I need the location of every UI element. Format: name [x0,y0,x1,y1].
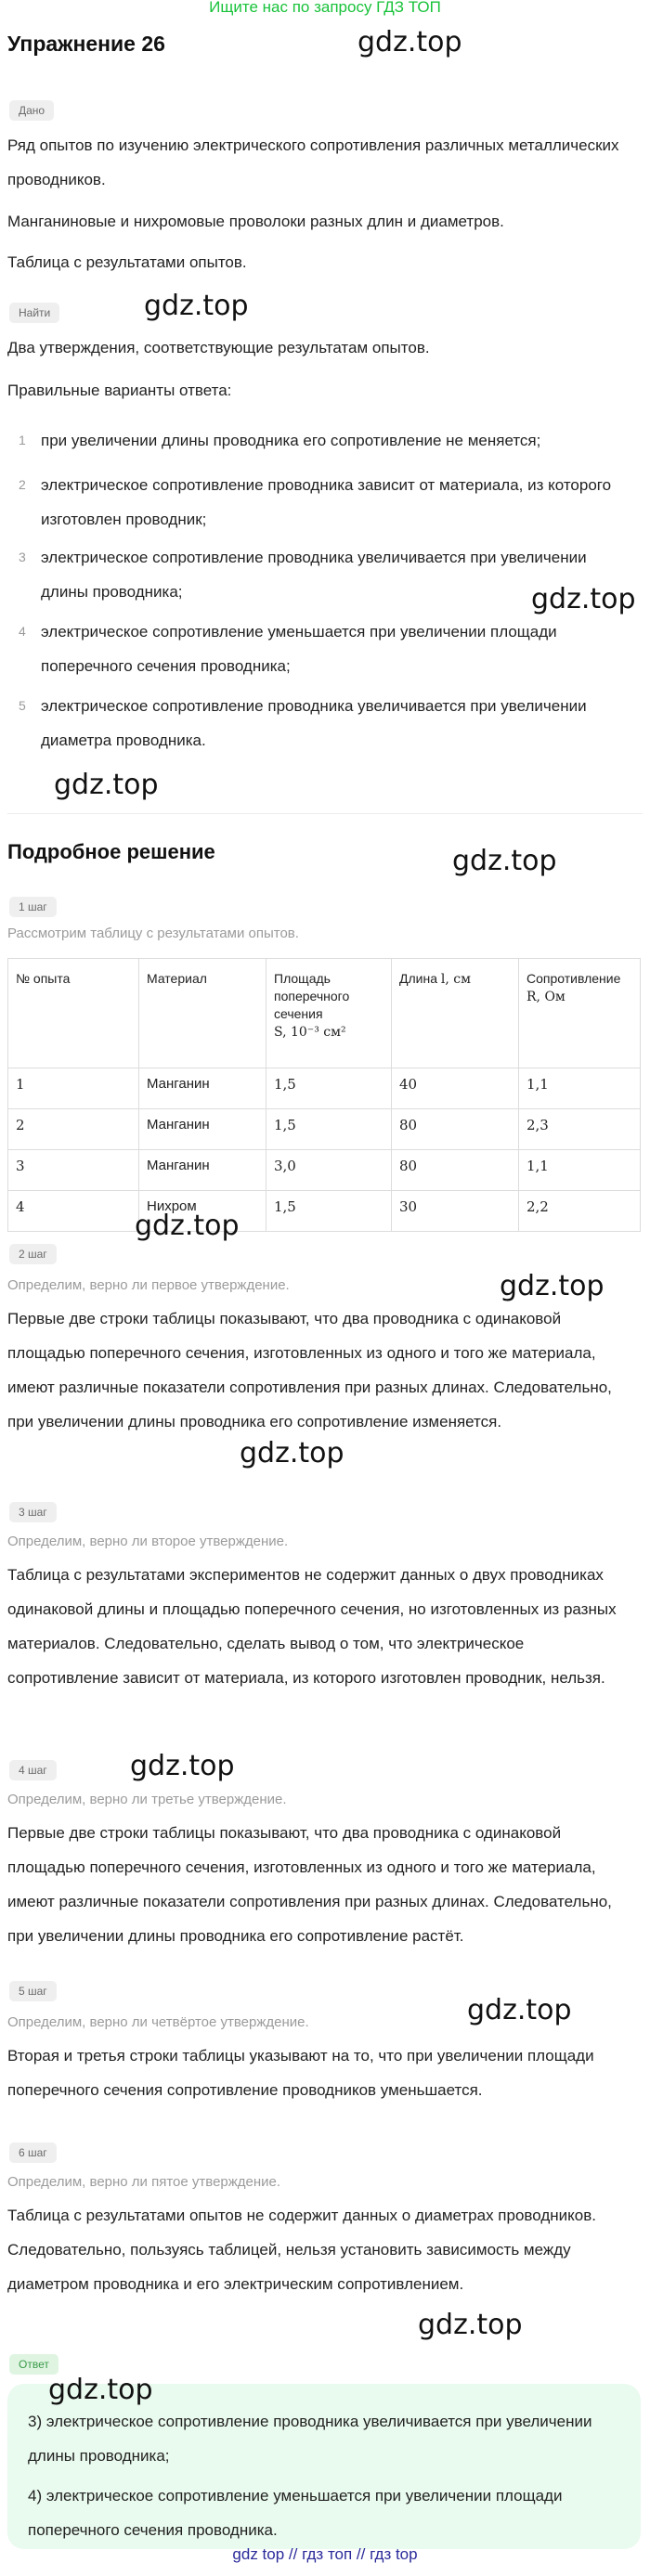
watermark: gdz.top [54,769,159,801]
step-text: Таблица с результатами опытов не содержит данных о диаметрах проводников. Следовательно, пользуясь таблицей, нельзя установить зависимость между диаметром проводника и его электрическим сопротивлением. [7,2207,596,2293]
find-chip: Найти [9,303,59,323]
watermark: gdz.top [467,1994,572,2026]
step-text: Таблица с результатами экспериментов не содержит данных о двух проводниках одинаковой длины и площадью поперечного сечения, но изготовленных из разных материалов. Следовательно, сделать вывод о том, что электрическое сопротивление зависит от материала, из которого изготовлен проводник, нельзя. [7,1566,617,1687]
watermark: gdz.top [135,1210,240,1242]
watermark: gdz.top [48,2374,153,2406]
option-text: при увеличении длины проводника его сопротивление не меняется; [41,432,541,449]
step-lead: Определим, верно ли пятое утверждение. [7,2174,281,2190]
option-number: 3 [19,550,26,564]
footer-links[interactable]: gdz top // гдз топ // гдз top [232,2545,418,2563]
given-text-2: Манганиновые и нихромовые проволоки разных длин и диаметров. [7,213,504,230]
option-text: электрическое сопротивление проводника увеличивается при увеличении длины проводника; [41,549,587,601]
table-header: № опыта [8,959,139,1068]
watermark: gdz.top [144,290,249,322]
table-header: Материал [139,959,266,1068]
step-chip: 3 шаг [9,1502,57,1522]
table-row: 1 Манганин 1,5 40 1,1 [8,1068,641,1109]
table-row: 2 Манганин 1,5 80 2,3 [8,1109,641,1150]
exercise-title: Упражнение 26 [7,32,165,56]
option-number: 5 [19,698,26,713]
watermark: gdz.top [418,2309,523,2341]
step-text: Первые две строки таблицы показывают, что два проводника с одинаковой площадью поперечного сечения, изготовленных из одного и того же материала, имеют различные показатели сопротивления при разных длинах. Следовательно, при увеличении длины проводника его сопротивление изменяется. [7,1310,612,1430]
table-row: 3 Манганин 3,0 80 1,1 [8,1150,641,1191]
results-table [7,958,641,1232]
step-lead: Рассмотрим таблицу с результатами опытов. [7,926,299,941]
step-text: Первые две строки таблицы показывают, что два проводника с одинаковой площадью поперечного сечения, изготовленных из одного и того же материала, имеют различные показатели сопротивления при разных длинах. Следовательно, при увеличении длины проводника его сопротивление растёт. [7,1824,612,1945]
option-text: электрическое сопротивление проводника зависит от материала, из которого изготовлен проводник; [41,476,612,528]
step-lead: Определим, верно ли четвёртое утверждение. [7,2014,309,2030]
answer-text: 3) электрическое сопротивление проводника увеличивается при увеличении длины проводника; [28,2413,592,2465]
answer-chip: Ответ [9,2354,58,2375]
find-text-2: Правильные варианты ответа: [7,382,232,399]
watermark: gdz.top [240,1437,344,1469]
step-text: Вторая и третья строки таблицы указывают на то, что при увеличении площади поперечного сечения сопротивление проводников уменьшается. [7,2047,594,2099]
option-text: электрическое сопротивление проводника увеличивается при увеличении диаметра проводника. [41,697,587,749]
answer-text: 4) электрическое сопротивление уменьшается при увеличении площади поперечного сечения проводника. [28,2487,563,2539]
table-header: Длина l, см [392,959,519,1068]
step-chip: 5 шаг [9,1981,57,2001]
find-text-1: Два утверждения, соответствующие результатам опытов. [7,339,430,356]
given-text-3: Таблица с результатами опытов. [7,253,247,271]
watermark: gdz.top [358,26,462,58]
step-lead: Определим, верно ли первое утверждение. [7,1277,290,1293]
option-text: электрическое сопротивление уменьшается при увеличении площади поперечного сечения проводника; [41,623,557,675]
given-chip: Дано [9,100,54,121]
watermark: gdz.top [500,1270,604,1302]
table-header: Площадь поперечного сечения S, 10⁻³ см² [266,959,392,1068]
watermark: gdz.top [531,583,636,615]
option-number: 4 [19,624,26,639]
option-number: 1 [19,433,26,447]
option-number: 2 [19,477,26,492]
table-row: 4 Нихром 1,5 30 2,2 [8,1191,641,1232]
step-chip: 2 шаг [9,1244,57,1264]
table-header: Сопротивление R, Ом [519,959,641,1068]
step-chip: 1 шаг [9,897,57,917]
step-lead: Определим, верно ли третье утверждение. [7,1792,287,1807]
step-lead: Определим, верно ли второе утверждение. [7,1534,289,1549]
top-banner: Ищите нас по запросу ГДЗ ТОП [209,0,441,16]
step-chip: 4 шаг [9,1760,57,1780]
watermark: gdz.top [130,1750,235,1782]
given-text-1: Ряд опытов по изучению электрического сопротивления различных металлических проводников. [7,136,619,188]
step-chip: 6 шаг [9,2142,57,2163]
watermark: gdz.top [452,845,557,877]
solution-title: Подробное решение [7,840,215,863]
divider [7,813,643,814]
